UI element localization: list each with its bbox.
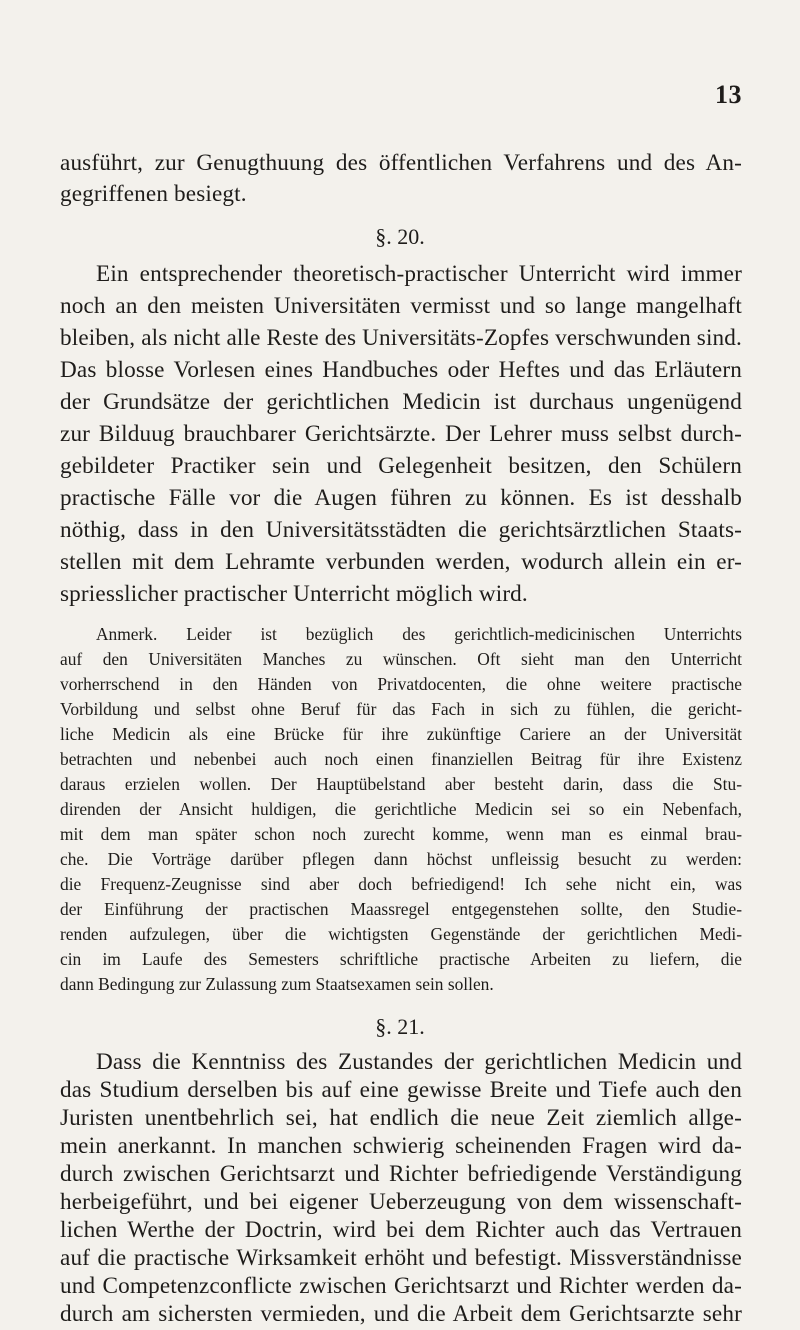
text-line: durch am sichersten vermieden, und die Arbeit dem Gerichtsarzte sehr (60, 1301, 742, 1327)
text-line: gegriffenen besiegt. (60, 181, 247, 207)
text-line: noch an den meisten Universitäten vermisst und so lange mangelhaft (60, 293, 742, 319)
section-heading: §. 20. (375, 224, 425, 249)
text-line: auf die practische Wirksamkeit erhöht und befestigt. Missverständnisse (60, 1245, 742, 1271)
page-number: 13 (715, 80, 742, 109)
annotation-line: cin im Laufe des Semesters schriftliche practische Arbeiten zu liefern, die (60, 949, 742, 969)
text-line: spriesslicher practischer Unterricht möglich wird. (60, 581, 528, 607)
text-line: bleiben, als nicht alle Reste des Universitäts-Zopfes verschwunden sind. (60, 325, 742, 351)
annotation-line: betrachten und nebenbei auch noch einen finanziellen Beitrag für ihre Existenz (60, 749, 742, 769)
text-line: das Studium derselben bis auf eine gewisse Breite und Tiefe auch den (60, 1077, 742, 1103)
text-line: und Competenzconflicte zwischen Gerichtsarzt und Richter werden da- (60, 1273, 742, 1299)
annotation-line: der Einführung der practischen Maassregel entgegenstehen sollte, den Studie- (60, 899, 742, 919)
annotation-line: direnden der Ansicht huldigen, die gerichtliche Medicin sei so ein Nebenfach, (60, 799, 742, 819)
annotation-line: dann Bedingung zur Zulassung zum Staatsexamen sein sollen. (60, 974, 494, 994)
annotation-line: che. Die Vorträge darüber pflegen dann höchst unfleissig besucht zu werden: (60, 849, 742, 869)
text-line: mein anerkannt. In manchen schwierig scheinenden Fragen wird da- (60, 1133, 742, 1159)
annotation-line: auf den Universitäten Manches zu wünschen. Oft sieht man den Unterricht (60, 649, 742, 669)
text-line: ausführt, zur Genugthuung des öffentlichen Verfahrens und des An- (60, 150, 742, 176)
text-line: zur Bilduug brauchbarer Gerichtsärzte. Der Lehrer muss selbst durch- (60, 421, 742, 447)
annotation-line: daraus erzielen wollen. Der Hauptübelstand aber besteht darin, dass die Stu- (60, 774, 742, 794)
annotation-line: Anmerk. Leider ist bezüglich des gerichtlich-medicinischen Unterrichts (96, 624, 742, 644)
text-line: nöthig, dass in den Universitätsstädten die gerichtsärztlichen Staats- (60, 517, 742, 543)
text-line: Das blosse Vorlesen eines Handbuches oder Heftes und das Erläutern (60, 357, 742, 383)
annotation-line: Vorbildung und selbst ohne Beruf für das Fach in sich zu fühlen, die gericht- (60, 699, 742, 719)
annotation-line: renden aufzulegen, über die wichtigsten Gegenstände der gerichtlichen Medi- (60, 924, 742, 944)
text-line: lichen Werthe der Doctrin, wird bei dem Richter auch das Vertrauen (60, 1217, 742, 1243)
text-line: durch zwischen Gerichtsarzt und Richter befriedigende Verständigung (60, 1161, 742, 1187)
text-line: der Grundsätze der gerichtlichen Medicin ist durchaus ungenügend (60, 389, 742, 415)
text-line: stellen mit dem Lehramte verbunden werden, wodurch allein ein er- (60, 549, 742, 575)
text-line: Dass die Kenntniss des Zustandes der gerichtlichen Medicin und (96, 1049, 742, 1075)
text-line: gebildeter Practiker sein und Gelegenheit besitzen, den Schülern (60, 453, 742, 479)
text-line: Ein entsprechender theoretisch-practischer Unterricht wird immer (96, 261, 742, 287)
section-heading: §. 21. (375, 1014, 425, 1039)
text-line: practische Fälle vor die Augen führen zu können. Es ist desshalb (60, 485, 742, 511)
annotation-line: mit dem man später schon noch zurecht komme, wenn man es einmal brau- (60, 824, 742, 844)
annotation-line: die Frequenz-Zeugnisse sind aber doch befriedigend! Ich sehe nicht ein, was (60, 874, 742, 894)
annotation-line: liche Medicin als eine Brücke für ihre zukünftige Cariere an der Universität (60, 724, 742, 744)
text-line: herbeigeführt, und bei eigener Ueberzeugung von dem wissenschaft- (60, 1189, 742, 1215)
annotation-line: vorherrschend in den Händen von Privatdocenten, die ohne weitere practische (60, 674, 742, 694)
text-line: Juristen unentbehrlich sei, hat endlich die neue Zeit ziemlich allge- (60, 1105, 742, 1131)
